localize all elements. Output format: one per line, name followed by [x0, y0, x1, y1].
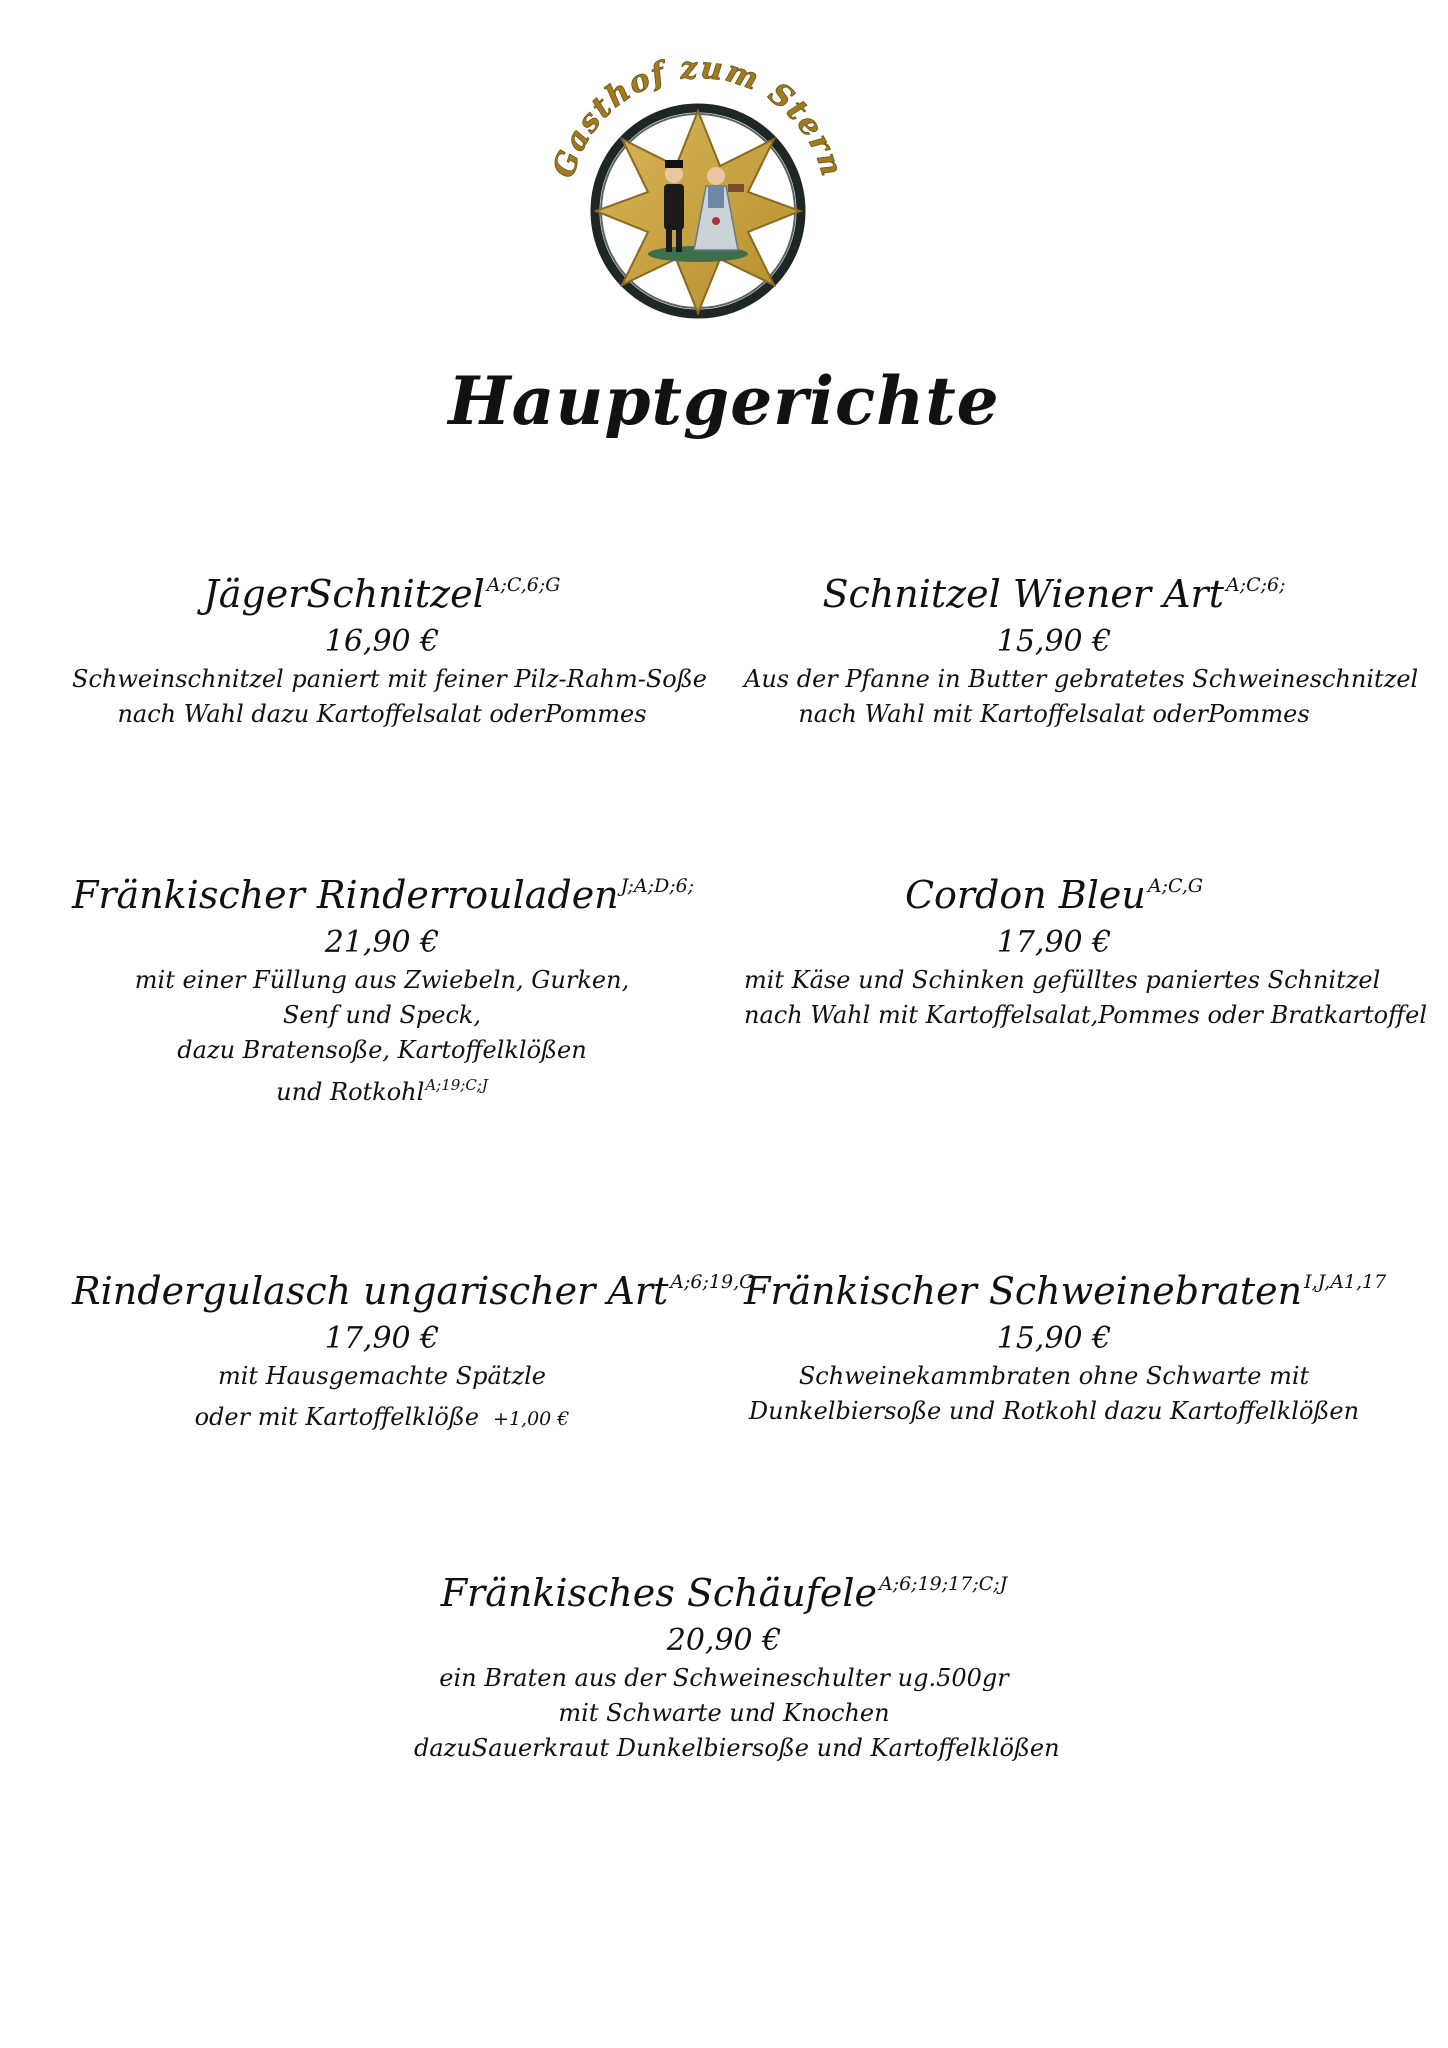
dish-title: Fränkischer Schweinebraten — [744, 1269, 1303, 1313]
dish-description-line: mit einer Füllung aus Zwiebeln, Gurken, — [134, 966, 630, 994]
dish-price: 17,90 € — [324, 1321, 440, 1356]
dish-title: Fränkischer Rinderrouladen — [72, 873, 619, 917]
dish-name — [744, 864, 1364, 917]
dish-description-line — [72, 1068, 692, 1110]
dish-rindergulasch — [72, 1260, 754, 1437]
dish-name — [72, 864, 695, 917]
dish-name — [744, 1260, 1387, 1313]
dish-name — [72, 1260, 754, 1313]
dish-price: 16,90 € — [324, 624, 440, 659]
dish-description-line: dazuSauerkraut Dunkelbiersoße und Kartoffelklößen — [414, 1734, 1060, 1762]
dish-title: Schnitzel Wiener Art — [822, 572, 1224, 616]
dish-jaegerschnitzel — [72, 563, 707, 732]
dish-allergens: J;A;D;6; — [620, 875, 695, 897]
dish-price: 15,90 € — [996, 624, 1112, 659]
dish-schweinebraten — [744, 1260, 1387, 1429]
dish-description-line: nach Wahl mit Kartoffelsalat oderPommes — [798, 700, 1310, 728]
dish-description-line: dazu Bratensoße, Kartoffelklößen — [177, 1036, 587, 1064]
dish-allergens: A;C,G — [1147, 875, 1204, 897]
dish-description-line: mit Käse und Schinken gefülltes paniertes Schnitzel — [744, 966, 1381, 994]
dish-description-line: Schweinekammbraten ohne Schwarte mit — [798, 1362, 1310, 1390]
star-logo-icon — [548, 56, 848, 326]
dish-description-line: Schweinschnitzel paniert mit feiner Pilz-Rahm-Soße — [72, 665, 707, 693]
dish-allergens: A;6;19;17;C;J — [878, 1573, 1008, 1595]
dish-price: 21,90 € — [324, 925, 440, 960]
logo-text: Gasthof zum Stern — [548, 56, 848, 182]
dish-schaeufele — [414, 1562, 1060, 1766]
dish-description-line: nach Wahl mit Kartoffelsalat,Pommes oder Bratkartoffel — [744, 1001, 1427, 1029]
dish-description-line — [72, 1400, 692, 1437]
dish-allergens: A;C,6;G — [486, 574, 561, 596]
dish-line-allergens: A;19;C;J — [425, 1076, 488, 1094]
page-title: Hauptgerichte — [448, 362, 1000, 440]
dish-description-line: Senf und Speck, — [282, 1001, 482, 1029]
dish-name — [744, 563, 1364, 616]
dish-title: Fränkisches Schäufele — [440, 1571, 877, 1615]
dish-schnitzel-wiener-art — [744, 563, 1419, 732]
logo — [548, 56, 848, 326]
dish-name — [414, 1562, 1034, 1615]
dish-description-text: oder mit Kartoffelklöße — [194, 1403, 480, 1431]
dish-allergens: I,J,A1,17 — [1304, 1271, 1387, 1293]
dish-title: Rindergulasch ungarischer Art — [72, 1269, 669, 1313]
dish-extra-price: +1,00 € — [493, 1408, 570, 1430]
dish-description-text: und Rotkohl — [276, 1078, 425, 1106]
dish-title: Cordon Bleu — [904, 873, 1146, 917]
dish-cordon-bleu — [744, 864, 1427, 1033]
dish-description-line: nach Wahl dazu Kartoffelsalat oderPommes — [117, 700, 647, 728]
dish-allergens: A;6;19,C — [670, 1271, 754, 1293]
dish-description-line: mit Schwarte und Knochen — [558, 1699, 890, 1727]
dish-price: 15,90 € — [996, 1321, 1112, 1356]
dish-description-line: Aus der Pfanne in Butter gebratetes Schweineschnitzel — [744, 665, 1419, 693]
dish-title: JägerSchnitzel — [203, 572, 485, 616]
dish-description-line: Dunkelbiersoße und Rotkohl dazu Kartoffelklößen — [748, 1397, 1360, 1425]
dish-price: 20,90 € — [666, 1623, 782, 1658]
dish-description-line: mit Hausgemachte Spätzle — [217, 1362, 546, 1390]
dish-name — [72, 563, 692, 616]
dish-price: 17,90 € — [996, 925, 1112, 960]
dish-description-line: ein Braten aus der Schweineschulter ug.500gr — [439, 1664, 1009, 1692]
dish-rinderrouladen — [72, 864, 695, 1110]
dish-allergens: A;C;6; — [1225, 574, 1286, 596]
